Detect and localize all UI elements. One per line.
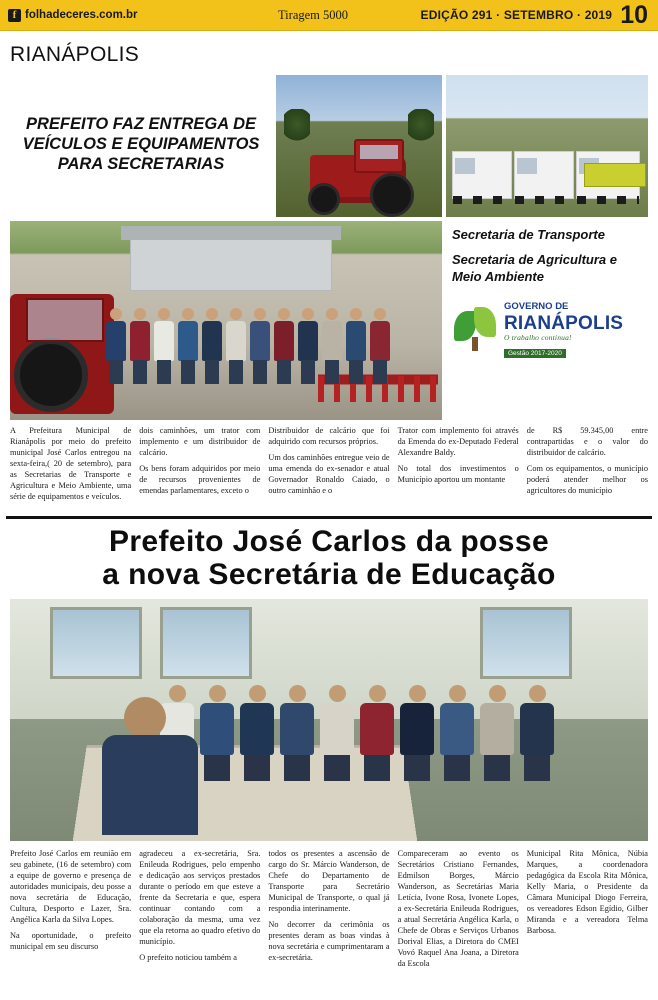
article-1-column-5 xyxy=(527,426,648,508)
government-logo xyxy=(452,296,648,360)
paragraph: Na oportunidade, o prefeito municipal em seu discurso xyxy=(10,930,132,951)
paragraph: dois caminhões, um trator com implemento e um distribuidor de calcário. xyxy=(139,426,261,457)
tree-logo-icon xyxy=(452,305,498,351)
article-2-headline-line-1: Prefeito José Carlos da posse xyxy=(108,524,550,558)
secretariat-branding xyxy=(446,221,648,420)
article-2-column-3 xyxy=(268,849,389,974)
article-1-column-4 xyxy=(398,426,519,508)
paragraph: Um dos caminhões entregue veio de uma emenda do ex-senador e atual Governador Ronaldo Caiado, o outro caminhão e o xyxy=(268,452,390,495)
paragraph: No total dos investimentos o Município aportou um montante xyxy=(397,463,519,484)
photo-meeting-room xyxy=(10,599,648,841)
paragraph: de R$ 59.345,00 entre contrapartidas e o valor do distribuidor de calcário. xyxy=(526,426,648,457)
paragraph: Prefeito José Carlos em reunião em seu gabinete, (16 de setembro) com a equipe de governo e presença de autoridades municipais, deu posse a nova secretária de Educação, Cultura, Desporto e Lazer, Sra. Angélica Karla da Silva Lopes. xyxy=(10,849,132,924)
facebook-icon: f xyxy=(8,9,21,22)
collage-headline xyxy=(10,75,272,213)
article-1-column-3 xyxy=(268,426,389,508)
site-brand xyxy=(0,9,238,22)
paragraph: Trator com implemento foi através da Emenda do ex-Deputado Federal Alexandre Baldy. xyxy=(397,426,519,457)
paragraph: O prefeito noticiou também a xyxy=(139,952,237,962)
logo-term-badge: Gestão 2017-2020 xyxy=(504,349,566,358)
paragraph: No decorrer da cerimônia os presentes deram as boas vindas à nova secretária e cumprimentaram a ex-secretária. xyxy=(268,919,390,962)
photo-collage xyxy=(10,75,648,420)
secretariat-agriculture: Secretaria de Agricultura e Meio Ambiente xyxy=(452,251,617,284)
paragraph: A Prefeitura Municipal de Rianápolis por meio do prefeito municipal José Carlos entregou na sexta-feira,( 20 de setembro), para as Secretarias de Transporte e Agricultura e Meio Ambiente, uma série de equipamentos e veículos. xyxy=(10,426,132,501)
paragraph: Com os equipamentos, o município poderá atender melhor os agricultores do município xyxy=(526,463,648,495)
article-2-column-5 xyxy=(527,849,648,974)
photo-group-delivery xyxy=(10,221,442,420)
article-2-column-2 xyxy=(139,849,260,974)
paragraph: Distribuidor de calcário que foi adquirido com recursos próprios. xyxy=(268,426,390,446)
paragraph: Compareceram ao evento os Secretários Cristiano Fernandes, Edmilson Borges, Márcio Wanderson, as Secretárias Maria Letícia, Ivone Rosa, Ivonete Lopes, a ex-Secretária Enileuda Rodrigues, a atual Secretária Angélica Karla, o Chefe de Obras e Serviços Urbanos Dorival Elias, a Diretora do CMEI Vovó Raquel Ana Joana, a Diretora da Escola xyxy=(397,849,519,968)
article-1-column-2 xyxy=(139,426,260,508)
paragraph: agradeceu a ex-secretária, Sra. Enileuda Rodrigues, pelo empenho e dedicação aos serviços prestados durante o período em que esteve a frente da Secretaria e que, espera continuar contando com a colaboração da mesma, uma vez que ela retorna ao quadro efetivo do município. xyxy=(139,849,261,946)
collage-headline-text: PREFEITO FAZ ENTREGA DE VEÍCULOS E EQUIPAMENTOS PARA SECRETARIAS xyxy=(22,114,260,174)
paragraph: Municipal Rita Mônica, Núbia Marques, a coordenadora pedagógica da Escola Rita Mônica, Kelly Maria, o Presidente da Câmara Municipal Diogo Ferreira, os vereadores Edson Egídio, Gilber Miranda e a vereadora Telma Barbosa. xyxy=(526,849,648,935)
logo-city-label: RIANÁPOLIS xyxy=(504,312,624,334)
logo-slogan: O trabalho continua! xyxy=(504,332,572,342)
page-number: 10 xyxy=(620,1,648,29)
paragraph: Os bens foram adquiridos por meio de recursos provenientes de emendas parlamentares, exceto o xyxy=(139,463,261,495)
photo-trucks-lineup xyxy=(446,75,648,217)
page-title: RIANÁPOLIS xyxy=(10,43,140,66)
paragraph: todos os presentes a ascensão de cargo do Sr. Márcio Wanderson, de Chefe do Departamento de Transporte para Secretário Municipal de Transporte, o qual já respondia interinamente. xyxy=(268,849,390,913)
print-run: Tiragem 5000 xyxy=(277,7,349,22)
article-1-body xyxy=(10,426,648,508)
article-2-headline-line-2: a nova Secretária de Educação xyxy=(102,558,556,592)
photo-tractor-delivery xyxy=(276,75,442,217)
secretariat-lines xyxy=(446,221,648,286)
article-2-headline xyxy=(6,516,652,592)
article-2-column-4 xyxy=(398,849,519,974)
masthead xyxy=(0,0,658,31)
secretariat-transport: Secretaria de Transporte xyxy=(452,227,605,242)
logo-gov-label: GOVERNO DE xyxy=(504,300,569,312)
article-2-column-1 xyxy=(10,849,131,974)
article-1-column-1 xyxy=(10,426,131,508)
article-2-body xyxy=(10,849,648,974)
site-url: folhadeceres.com.br xyxy=(25,9,138,21)
edition-label: EDIÇÃO 291 · SETEMBRO · 2019 xyxy=(420,8,613,22)
